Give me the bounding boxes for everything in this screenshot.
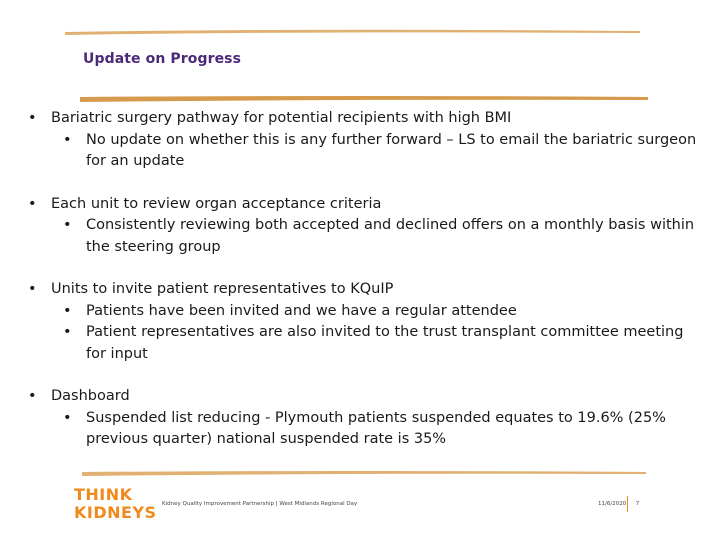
footer-divider — [627, 496, 628, 512]
footer-date-page — [598, 501, 639, 507]
footer-rule — [82, 471, 646, 476]
sub-bullet-text: Suspended list reducing - Plymouth patients suspended equates to 19.6% (25% previous quarter) national suspended rate is 35% — [86, 409, 666, 447]
bullet-icon: • — [28, 195, 37, 212]
bullet-item — [28, 386, 704, 451]
top-rule — [65, 30, 640, 35]
bullet-item — [28, 194, 704, 259]
think-kidneys-logo — [74, 486, 160, 526]
logo-line-2: KIDNEYS — [74, 503, 157, 522]
bullet-text: Each unit to review organ acceptance criteria — [51, 195, 382, 212]
bullet-text: Bariatric surgery pathway for potential recipients with high BMI — [51, 110, 512, 126]
footer-text: Kidney Quality Improvement Partnership | West Midlands Regional Day — [162, 501, 358, 507]
bullet-icon: • — [63, 131, 72, 148]
footer-date: 11/6/2020 — [598, 501, 627, 507]
title-rule — [80, 96, 648, 102]
bullet-icon: • — [63, 302, 72, 319]
bullet-icon: • — [28, 388, 37, 404]
bullet-icon: • — [63, 409, 72, 426]
bullet-icon: • — [63, 217, 72, 233]
bullet-list — [28, 108, 704, 472]
bullet-text: Units to invite patient representatives to KQuIP — [51, 281, 394, 297]
sub-bullet-text: Consistently reviewing both accepted and declined offers on a monthly basis within the steering group — [86, 217, 695, 255]
bullet-text: Dashboard — [51, 388, 130, 404]
sub-bullet-text: No update on whether this is any further forward – LS to email the bariatric surgeon for an update — [86, 131, 697, 169]
bullet-icon: • — [28, 281, 37, 297]
page-number: 7 — [635, 501, 640, 507]
sub-bullet-text: Patients have been invited and we have a regular attendee — [86, 302, 517, 319]
bullet-item — [28, 279, 704, 365]
sub-bullet-text: Patient representatives are also invited to the trust transplant committee meeting for input — [86, 324, 684, 362]
logo-line-1: THINK — [74, 485, 133, 504]
bullet-item — [28, 108, 704, 173]
bullet-icon: • — [28, 110, 37, 126]
page-title: Update on Progress — [83, 51, 242, 67]
bullet-icon: • — [63, 324, 72, 340]
